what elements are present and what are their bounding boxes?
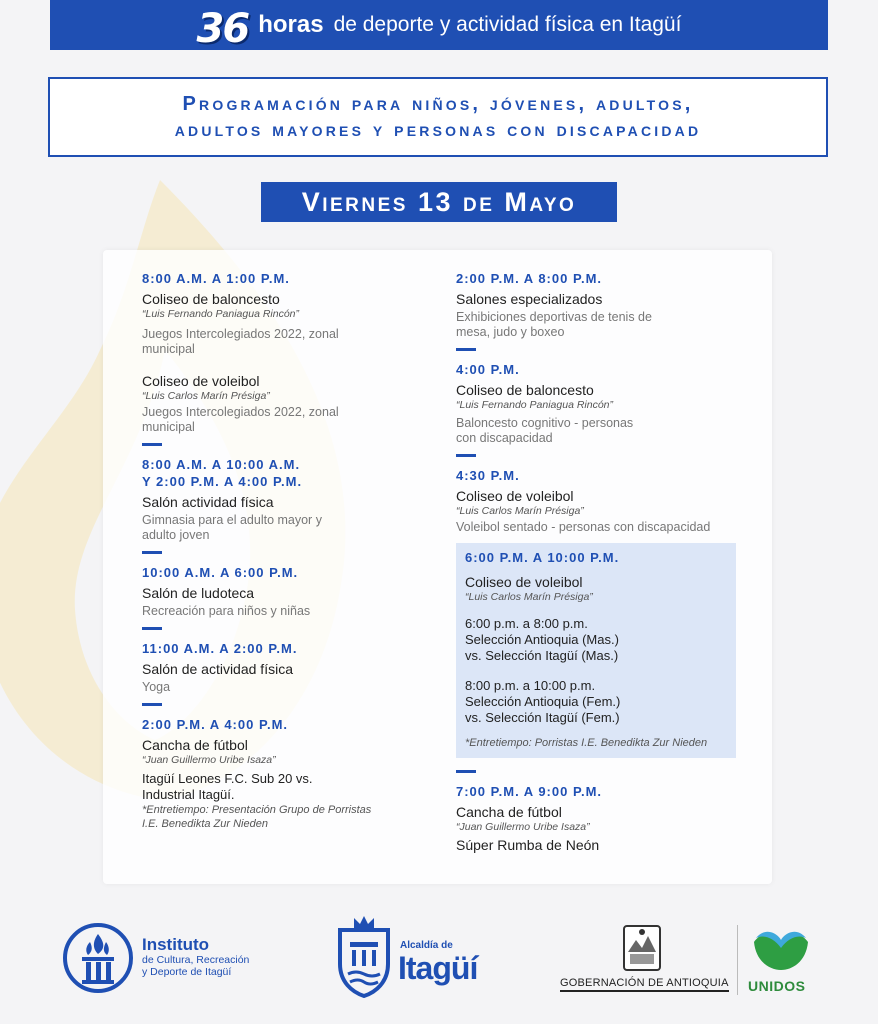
instituto-line-1: de Cultura, Recreación	[142, 954, 250, 966]
event-venue: Coliseo de voleibol	[456, 488, 574, 504]
header-banner	[50, 0, 828, 50]
event-venue: Cancha de fútbol	[142, 737, 248, 753]
alcaldia-shield-icon	[334, 912, 394, 998]
match-time: 8:00 p.m. a 10:00 p.m.	[465, 678, 596, 693]
unidos-label: UNIDOS	[748, 978, 806, 994]
event-venue: Coliseo de voleibol	[142, 373, 260, 389]
header-bold-word: horas	[258, 11, 324, 38]
match-team: vs. Selección Itagüí (Mas.)	[465, 648, 619, 663]
event-time: 8:00 A.M. A 10:00 A.M.	[142, 457, 301, 472]
schedule-left-column	[142, 270, 442, 831]
event-note: *Entretiempo: Porristas I.E. Benedikta Zur Nieden	[465, 737, 708, 749]
alcaldia-name: Itagüí	[398, 950, 478, 986]
separator	[142, 551, 162, 554]
event-note: I.E. Benedikta Zur Nieden	[142, 818, 268, 830]
antioquia-coat-of-arms-icon	[620, 922, 664, 974]
event-description: Recreación para niños y niñas	[142, 604, 311, 618]
event-description: Juegos Intercolegiados 2022, zonal municipal	[142, 405, 339, 434]
instituto-line-2: y Deporte de Itagüí	[142, 966, 232, 978]
event-description: Voleibol sentado - personas con discapacidad	[456, 520, 711, 534]
separator	[456, 454, 476, 457]
alcaldia-label: Alcaldía de	[400, 940, 453, 951]
match-team: vs. Selección Itagüí (Fem.)	[465, 710, 620, 725]
match-time: 6:00 p.m. a 8:00 p.m.	[465, 616, 588, 631]
event-time: 11:00 A.M. A 2:00 P.M.	[142, 641, 298, 656]
separator	[456, 770, 476, 773]
event-venue-subtitle: “Luis Fernando Paniagua Rincón”	[142, 308, 300, 320]
header-number: 36	[196, 6, 249, 52]
separator	[142, 703, 162, 706]
event-time: 2:00 P.M. A 8:00 P.M.	[456, 271, 603, 286]
event-venue-subtitle: “Luis Fernando Paniagua Rincón”	[456, 399, 614, 411]
separator	[142, 443, 162, 446]
event-time: 6:00 P.M. A 10:00 P.M.	[465, 550, 620, 565]
separator	[142, 627, 162, 630]
event-venue: Salones especializados	[456, 291, 603, 307]
event-time: 4:00 P.M.	[456, 362, 520, 377]
event-venue: Coliseo de voleibol	[465, 574, 583, 590]
logo-divider	[737, 925, 738, 995]
event-description: Gimnasia para el adulto mayor y adulto joven	[142, 513, 322, 542]
schedule-right-column	[456, 270, 756, 853]
day-label: Viernes 13 de Mayo	[301, 186, 577, 217]
event-venue: Salón actividad física	[142, 494, 274, 510]
program-line-1: Programación para niños, jóvenes, adultos,	[182, 93, 694, 115]
event-detail: Industrial Itagüí.	[142, 787, 235, 802]
unidos-logo-icon	[750, 924, 812, 974]
event-detail: Itagüí Leones F.C. Sub 20 vs.	[142, 771, 313, 786]
event-venue-subtitle: “Juan Guillermo Uribe Isaza”	[456, 821, 590, 833]
day-banner	[261, 182, 617, 222]
event-time: 10:00 A.M. A 6:00 P.M.	[142, 565, 299, 580]
program-line-2: adultos mayores y personas con discapacidad	[174, 119, 702, 141]
gobernacion-label: GOBERNACIÓN DE ANTIOQUIA	[560, 977, 729, 992]
header-subtitle: de deporte y actividad física en Itagüí	[333, 13, 682, 36]
event-venue: Salón de ludoteca	[142, 585, 255, 601]
event-time: 8:00 A.M. A 1:00 P.M.	[142, 271, 290, 286]
event-venue: Coliseo de baloncesto	[142, 291, 280, 307]
event-venue-subtitle: “Luis Carlos Marín Présiga”	[456, 505, 584, 517]
event-venue: Cancha de fútbol	[456, 804, 562, 820]
instituto-text	[142, 935, 249, 978]
separator	[456, 348, 476, 351]
event-description: Exhibiciones deportivas de tenis de mesa, judo y boxeo	[456, 310, 652, 339]
event-time: 2:00 P.M. A 4:00 P.M.	[142, 717, 289, 732]
event-description: Yoga	[142, 680, 171, 694]
highlight-event-box	[456, 543, 736, 758]
event-venue-subtitle: “Luis Carlos Marín Présiga”	[142, 390, 270, 402]
event-description: Baloncesto cognitivo - personas con discapacidad	[456, 416, 634, 445]
event-time: 7:00 P.M. A 9:00 P.M.	[456, 784, 603, 799]
event-venue-subtitle: “Juan Guillermo Uribe Isaza”	[142, 754, 276, 766]
event-detail: Súper Rumba de Neón	[456, 837, 600, 853]
event-venue-subtitle: “Luis Carlos Marín Présiga”	[465, 591, 593, 603]
event-note: *Entretiempo: Presentación Grupo de Porristas	[142, 804, 372, 816]
event-venue: Salón de actividad física	[142, 661, 293, 677]
event-time: 4:30 P.M.	[456, 468, 520, 483]
program-box	[48, 77, 828, 157]
match-team: Selección Antioquia (Fem.)	[465, 694, 621, 709]
event-venue: Coliseo de baloncesto	[456, 382, 594, 398]
instituto-logo-icon	[62, 922, 134, 994]
instituto-name: Instituto	[142, 935, 210, 954]
event-description: Juegos Intercolegiados 2022, zonal municipal	[142, 327, 339, 356]
event-time-2: Y 2:00 P.M. A 4:00 P.M.	[142, 474, 303, 489]
match-team: Selección Antioquia (Mas.)	[465, 632, 619, 647]
